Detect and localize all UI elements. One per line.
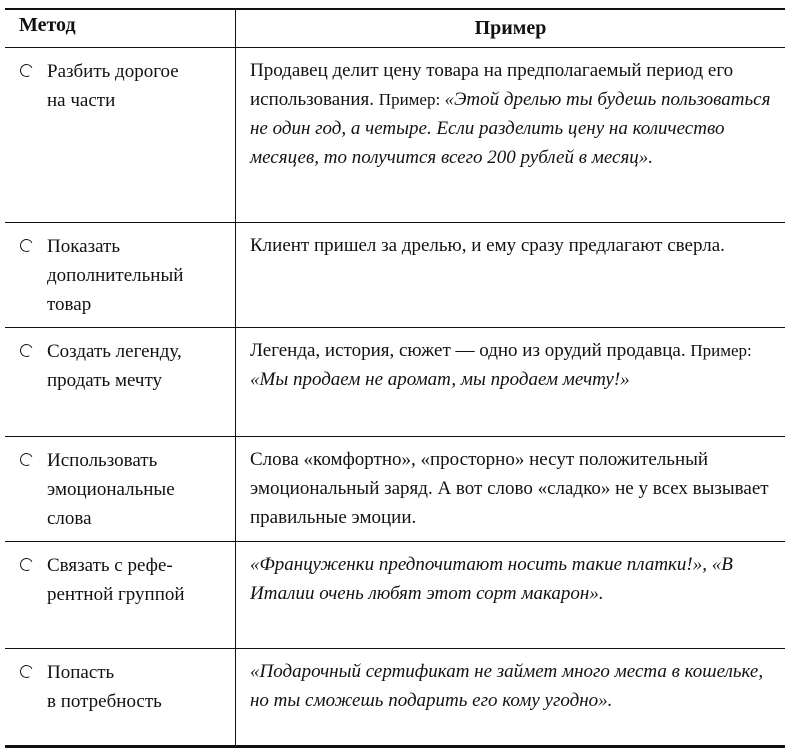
example-cell (236, 223, 785, 327)
header-example: Пример (474, 17, 547, 39)
example-quote: «Подарочный сертификат не займет много места в кошельке, но ты сможешь подарить его кому угодно». (250, 661, 764, 711)
method-label (47, 658, 162, 716)
method-label (47, 232, 183, 319)
method-cell (5, 48, 236, 222)
method-line: Разбить дорогое (47, 61, 179, 82)
method-line: Создать легенду, (47, 341, 182, 362)
method-line: Показать (47, 236, 121, 257)
method-cell (5, 328, 236, 436)
example-quote: «Этой дрелью ты будешь пользоваться не один год, а четыре. Если разделить цену на количество месяцев, то получится всего 200 рублей в месяц». (250, 89, 771, 168)
example-cell (236, 328, 785, 436)
open-circle-icon (18, 556, 34, 572)
example-text: Слова «комфортно», «просторно» несут положительный эмоциональный заряд. А вот слово «сладко» не у всех вызывает правильные эмоции. (250, 449, 769, 528)
method-line: слова (47, 508, 92, 529)
method-line: товар (47, 294, 92, 315)
method-label (47, 337, 182, 395)
table-row (5, 48, 785, 223)
example-cell (236, 542, 785, 648)
open-circle-icon (18, 342, 34, 358)
table-header-row (5, 10, 785, 48)
open-circle-icon (18, 62, 34, 78)
method-cell (5, 223, 236, 327)
example-text: Продавец делит цену товара на предполагаемый период его использования. (250, 60, 734, 110)
open-circle-icon (18, 663, 34, 679)
methods-table (5, 8, 785, 748)
example-text: Легенда, история, сюжет — одно из орудий продавца. (250, 340, 691, 361)
example-cell (236, 649, 785, 745)
method-line: продать мечту (47, 370, 163, 391)
example-quote: «Француженки предпочитают носить такие платки!», «В Италии очень любят этот сорт макарон». (250, 554, 733, 604)
open-circle-icon (18, 451, 34, 467)
method-line: дополнительный (47, 265, 184, 286)
example-quote: «Мы продаем не аромат, мы продаем мечту!» (250, 369, 630, 390)
method-label (47, 57, 179, 115)
method-line: на части (47, 90, 116, 111)
example-label: Пример: (690, 341, 752, 360)
method-line: рентной группой (47, 584, 185, 605)
example-text: Клиент пришел за дрелью, и ему сразу предлагают сверла. (250, 235, 725, 256)
table-row (5, 437, 785, 542)
example-cell (236, 48, 785, 222)
method-label (47, 551, 185, 609)
table-row (5, 649, 785, 745)
method-line: Использовать (47, 450, 158, 471)
method-cell (5, 542, 236, 648)
open-circle-icon (18, 237, 34, 253)
table-row (5, 223, 785, 328)
example-cell (236, 437, 785, 541)
table-row (5, 328, 785, 437)
method-cell (5, 437, 236, 541)
header-method: Метод (5, 10, 236, 47)
method-line: эмоциональные (47, 479, 175, 500)
method-cell (5, 649, 236, 745)
method-line: в потребность (47, 691, 162, 712)
method-line: Связать с рефе- (47, 555, 173, 576)
table-row (5, 542, 785, 649)
method-label (47, 446, 175, 533)
example-label: Пример: (378, 90, 445, 109)
method-line: Попасть (47, 662, 115, 683)
